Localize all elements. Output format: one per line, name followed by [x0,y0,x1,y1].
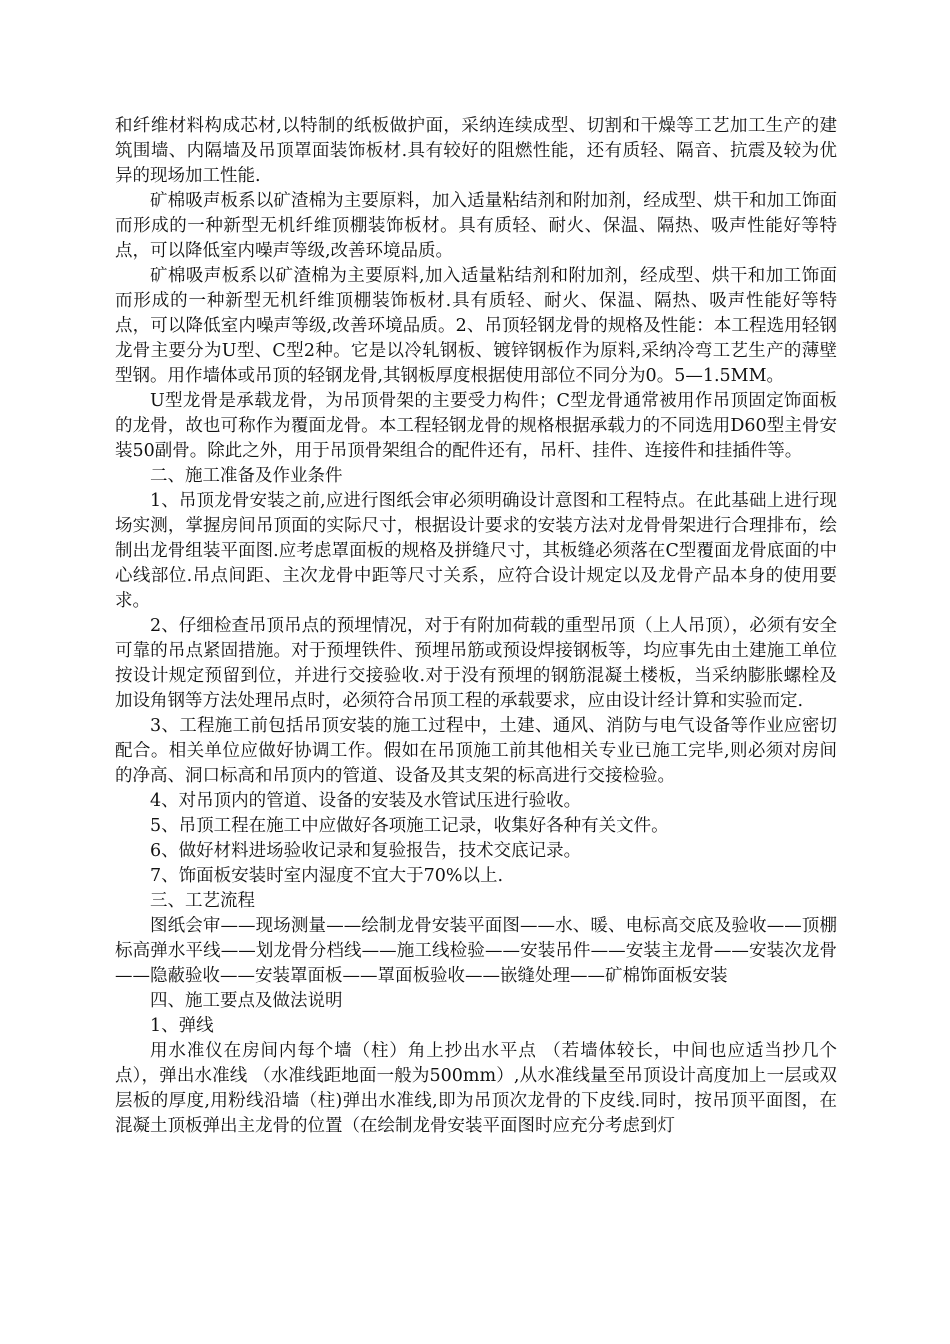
paragraph-10: 6、做好材料进场验收记录和复验报告，技术交底记录。 [150,841,582,861]
paragraph-5: 1、吊顶龙骨安装之前,应进行图纸会审必须明确设计意图和工程特点。在此基础上进行现场实测，掌握房间吊顶面的实际尺寸，根据设计要求的安装方法对龙骨骨架进行合理排布，绘制出龙骨组装平面图.应考虑罩面板的规格及拼缝尺寸，其板缝必须落在C型覆面龙骨底面的中心线部位.吊点间距、主次龙骨中距等尺寸关系，应符合设计规定以及龙骨产品本身的使用要求。 [115,491,837,611]
paragraph-4: U型龙骨是承载龙骨，为吊顶骨架的主要受力构件；C型龙骨通常被用作吊顶固定饰面板的龙骨，故也可称作为覆面龙骨。本工程轻钢龙骨的规格根据承载力的不同选用D60型主骨安装50副骨。除此之外，用于吊顶骨架组合的配件还有，吊杆、挂件、连接件和挂插件等。 [115,391,837,461]
section-heading-2: 二、施工准备及作业条件 [150,466,343,486]
section-heading-4: 四、施工要点及做法说明 [150,991,343,1011]
paragraph-12: 用水准仪在房间内每个墙（柱）角上抄出水平点 （若墙体较长，中间也应适当抄几个点），弹出水准线 （水准线距地面一般为500mm）,从水准线量至吊顶设计高度加上一层或双层板的厚度,用粉线沿墙（柱)弹出水准线,即为吊顶次龙骨的下皮线.同时，按吊顶平面图，在混凝土顶板弹出主龙骨的位置（在绘制龙骨安装平面图时应充分考虑到灯 [115,1041,837,1136]
paragraph-2: 矿棉吸声板系以矿渣棉为主要原料，加入适量粘结剂和附加剂，经成型、烘干和加工饰面而形成的一种新型无机纤维顶棚装饰板材。具有质轻、耐火、保温、隔热、吸声性能好等特点，可以降低室内噪声等级,改善环境品质。 [115,191,837,261]
paragraph-11: 7、饰面板安装时室内湿度不宜大于70%以上. [150,866,504,886]
paragraph-9: 5、吊顶工程在施工中应做好各项施工记录，收集好各种有关文件。 [150,816,669,836]
paragraph-6: 2、仔细检查吊顶吊点的预埋情况，对于有附加荷载的重型吊顶（上人吊顶），必须有安全可靠的吊点紧固措施。对于预埋铁件、预埋吊筋或预设焊接钢板等，均应事先由土建施工单位按设计规定预留到位，并进行交接验收.对于没有预埋的钢筋混凝土楼板，当采纳膨胀螺栓及加设角钢等方法处理吊点时，必须符合吊顶工程的承载要求，应由设计经计算和实验而定. [115,616,837,711]
subsection-heading-1: 1、弹线 [150,1016,214,1036]
paragraph-3: 矿棉吸声板系以矿渣棉为主要原料,加入适量粘结剂和附加剂，经成型、烘干和加工饰面而形成的一种新型无机纤维顶棚装饰板材.具有质轻、耐火、保温、隔热、吸声性能好等特点，可以降低室内噪声等级,改善环境品质。2、吊顶轻钢龙骨的规格及性能：本工程选用轻钢龙骨主要分为U型、C型2种。它是以冷轧钢板、镀锌钢板作为原料,采纳冷弯工艺生产的薄壁型钢。用作墙体或吊顶的轻钢龙骨,其钢板厚度根据使用部位不同分为0。5—1.5MM。 [115,266,837,386]
paragraph-7: 3、工程施工前包括吊顶安装的施工过程中，土建、通风、消防与电气设备等作业应密切配合。相关单位应做好协调工作。假如在吊顶施工前其他相关专业已施工完毕,则必须对房间的净高、洞口标高和吊顶内的管道、设备及其支架的标高进行交接检验。 [115,716,837,786]
paragraph-1: 和纤维材料构成芯材,以特制的纸板做护面，采纳连续成型、切割和干燥等工艺加工生产的建筑围墙、内隔墙及吊顶罩面装饰板材.具有较好的阻燃性能，还有质轻、隔音、抗震及较为优异的现场加工性能. [115,116,837,186]
paragraph-8: 4、对吊顶内的管道、设备的安装及水管试压进行验收。 [150,791,582,811]
process-flow-paragraph: 图纸会审——现场测量——绘制龙骨安装平面图——水、暖、电标高交底及验收——顶棚标高弹水平线——划龙骨分档线——施工线检验——安装吊件——安装主龙骨——安装次龙骨——隐蔽验收——安装罩面板——罩面板验收——嵌缝处理——矿棉饰面板安装 [115,916,837,986]
section-heading-3: 三、工艺流程 [150,891,255,911]
document-body [115,114,837,1139]
